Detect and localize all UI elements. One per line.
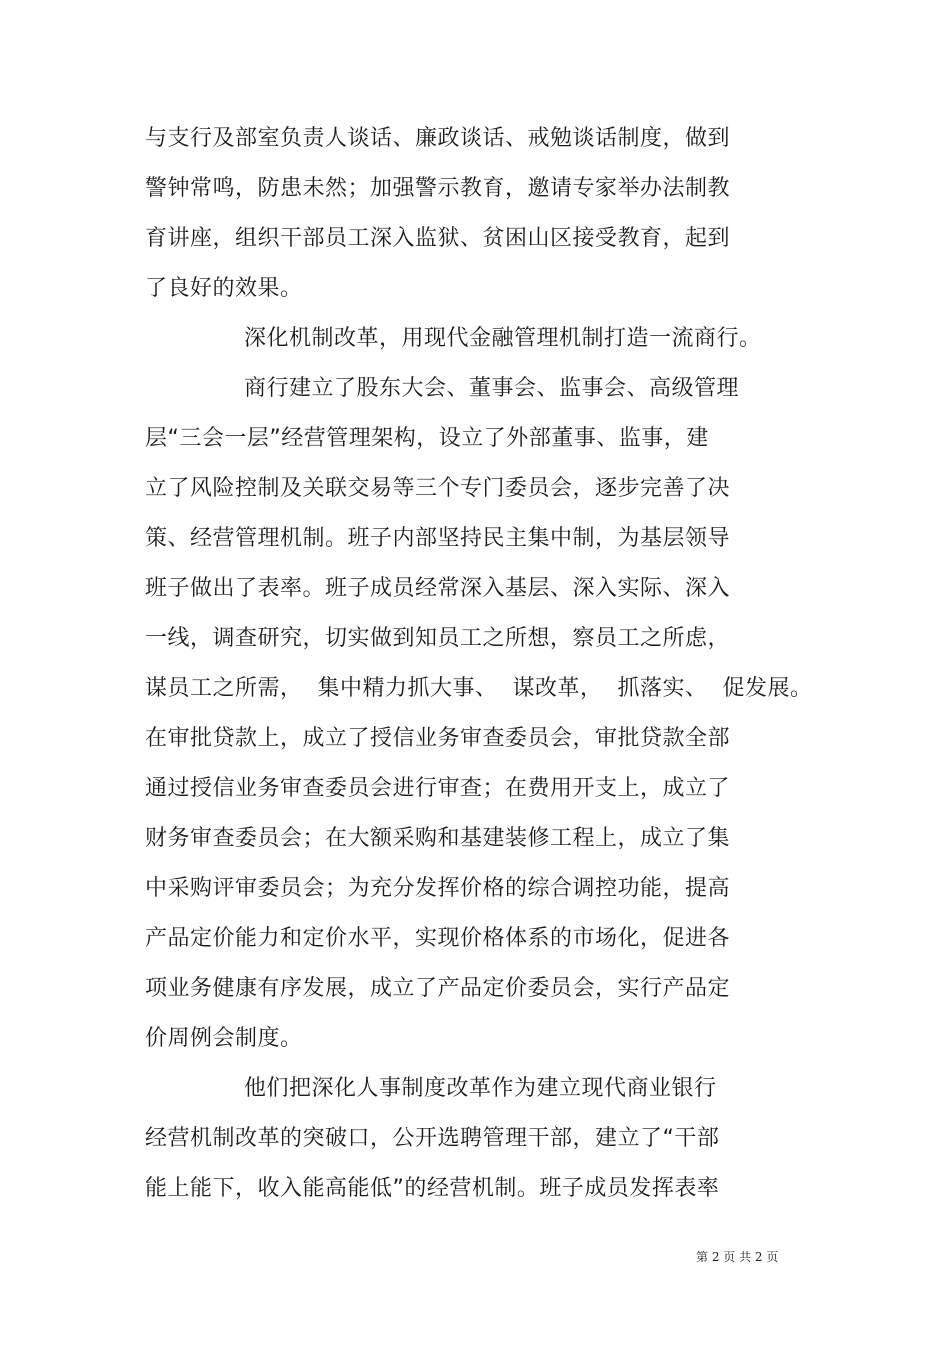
text-line: 价周例会制度。 — [145, 1026, 303, 1051]
text-line: 中采购评审委员会；为充分发挥价格的综合调控功能，提高 — [145, 876, 731, 901]
text-line: 经营机制改革的突破口，公开选聘管理干部，建立了“干部 — [145, 1126, 720, 1151]
text-line: 财务审查委员会；在大额采购和基建装修工程上，成立了集 — [145, 826, 731, 851]
page-number: 第 2 页 共 2 页 — [696, 1250, 779, 1264]
text-line: 能上能下，收入能高能低”的经营机制。班子成员发挥表率 — [145, 1176, 720, 1201]
text-line: 谋员工之所需， 集中精力抓大事、 谋改革， 抓落实、 促发展。 — [145, 676, 813, 701]
text-line: 育讲座，组织干部员工深入监狱、贫困山区接受教育，起到 — [145, 226, 731, 251]
text-line: 商行建立了股东大会、董事会、监事会、高级管理 — [244, 376, 740, 401]
text-line: 与支行及部室负责人谈话、廉政谈话、戒勉谈话制度，做到 — [145, 126, 731, 151]
text-line: 深化机制改革，用现代金融管理机制打造一流商行。 — [244, 326, 762, 351]
text-line: 产品定价能力和定价水平，实现价格体系的市场化，促进各 — [145, 926, 731, 951]
text-line: 了良好的效果。 — [145, 276, 303, 301]
text-line: 立了风险控制及关联交易等三个专门委员会，逐步完善了决 — [145, 476, 731, 501]
text-line: 班子做出了表率。班子成员经常深入基层、深入实际、深入 — [145, 576, 731, 601]
text-line: 层“三会一层”经营管理架构，设立了外部董事、监事，建 — [145, 426, 709, 451]
text-line: 他们把深化人事制度改革作为建立现代商业银行 — [244, 1076, 717, 1101]
text-line: 在审批贷款上，成立了授信业务审查委员会，审批贷款全部 — [145, 726, 731, 751]
text-line: 项业务健康有序发展，成立了产品定价委员会，实行产品定 — [145, 976, 731, 1001]
text-line: 警钟常鸣，防患未然；加强警示教育，邀请专家举办法制教 — [145, 176, 731, 201]
text-line: 策、经营管理机制。班子内部坚持民主集中制，为基层领导 — [145, 526, 731, 551]
text-line: 通过授信业务审查委员会进行审查；在费用开支上，成立了 — [145, 776, 731, 801]
text-line: 一线，调查研究，切实做到知员工之所想，察员工之所虑， — [145, 626, 731, 651]
